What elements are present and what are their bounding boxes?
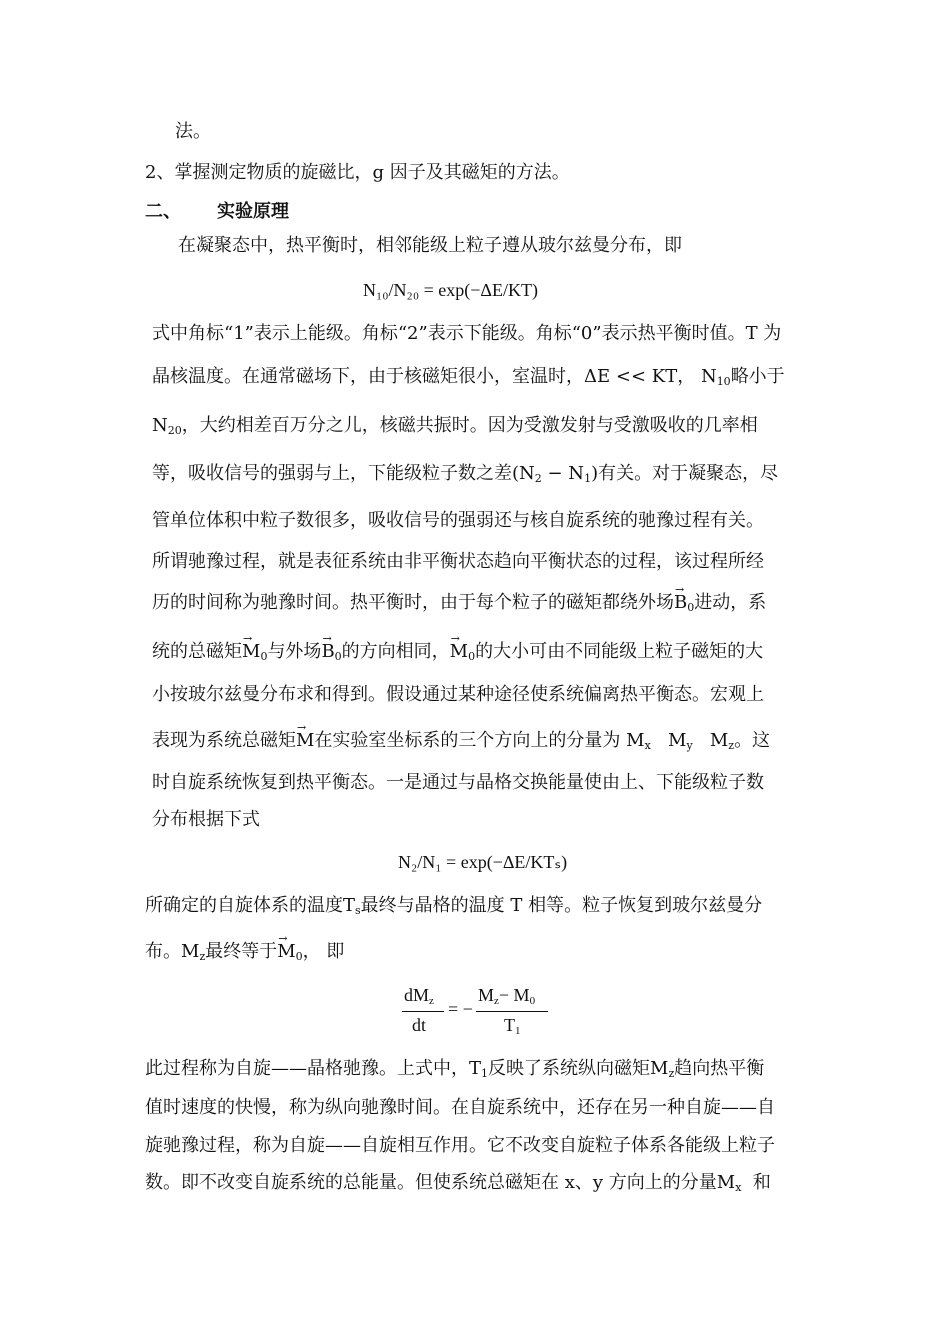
text-line: 等，吸收信号的强弱与上，下能级粒子数之差$(N_2 - N_1)$有关。对于凝聚态，尽: [152, 463, 779, 485]
equation-boltzmann: N₁₀/N₂₀ = exp(−ΔE/KT): [363, 280, 538, 300]
text-line: 历的时间称为驰豫时间。热平衡时，由于每个粒子的磁矩都绕外场→ $B_0$进动，系: [152, 591, 766, 620]
section-title: 实验原理: [217, 201, 289, 222]
text-line: 旋驰豫过程，称为自旋——自旋相互作用。它不改变自旋粒子体系各能级上粒子: [145, 1135, 775, 1156]
delta-e-symbol: ΔE << KT，: [584, 366, 696, 387]
text-line: $N_{20}$，大约相差百万分之儿，核磁共振时。因为受激发射与受激吸收的几率相: [152, 415, 758, 437]
text-line: 表现为系统总磁矩→ M在实验室坐标系的三个方向上的分量为 $M_x$ $M_y$ $M_z$。这: [152, 729, 770, 758]
text-line: 晶核温度。在通常磁场下，由于核磁矩很小，室温时，ΔE << KT， $N_{10}$略小于: [152, 366, 785, 388]
text-line: 管单位体积中粒子数很多，吸收信号的强弱还与核自旋系统的驰豫过程有关。: [152, 510, 764, 531]
text-line: 数。即不改变自旋系统的总能量。但使系统总磁矩在 x、y 方向上的分量$M_x$ 和: [145, 1172, 771, 1194]
text-line: 此过程称为自旋——晶格驰豫。上式中，$T_1$反映了系统纵向磁矩$M_z$趋向热平衡: [145, 1058, 765, 1080]
text-line: 值时速度的快慢，称为纵向驰豫时间。在自旋系统中，还存在另一种自旋——自: [145, 1097, 775, 1118]
text-line: 小按玻尔兹曼分布求和得到。假设通过某种途径使系统偏离热平衡态。宏观上: [152, 684, 764, 705]
text-line: 统的总磁矩→ $M_0$与外场→ $B_0$的方向相同，→ $M_0$的大小可由不同能级上粒子磁矩的大: [152, 640, 763, 669]
text-line: 式中角标“1”表示上能级。角标“2”表示下能级。角标“0”表示热平衡时值。T 为: [152, 323, 782, 344]
text-line: 时自旋系统恢复到热平衡态。一是通过与晶格交换能量使由上、下能级粒子数: [152, 772, 764, 793]
equation-bloch-longitudinal: $dM_z$ dt = − $M_z- M_0$ $T_1$: [400, 985, 560, 1045]
text-line: 法。: [175, 121, 211, 142]
text-line: 所谓驰豫过程，就是表征系统由非平衡状态趋向平衡状态的过程，该过程所经: [152, 551, 764, 572]
section-number: 二、: [145, 201, 181, 222]
text-line: 2、掌握测定物质的旋磁比，g 因子及其磁矩的方法。: [145, 162, 570, 183]
text-line: 分布根据下式: [152, 809, 260, 830]
section-heading: [145, 200, 289, 224]
text-line: 布。$M_z$最终等于→ $M_0$， 即: [145, 940, 344, 969]
text-line: 所确定的自旋体系的温度$T_s$最终与晶格的温度 T 相等。粒子恢复到玻尔兹曼分: [145, 895, 763, 917]
text-line: 在凝聚态中，热平衡时，相邻能级上粒子遵从玻尔兹曼分布，即: [178, 235, 682, 256]
equation-spin-temperature: N₂/N₁ = exp(−ΔE/KTₛ): [398, 852, 568, 872]
